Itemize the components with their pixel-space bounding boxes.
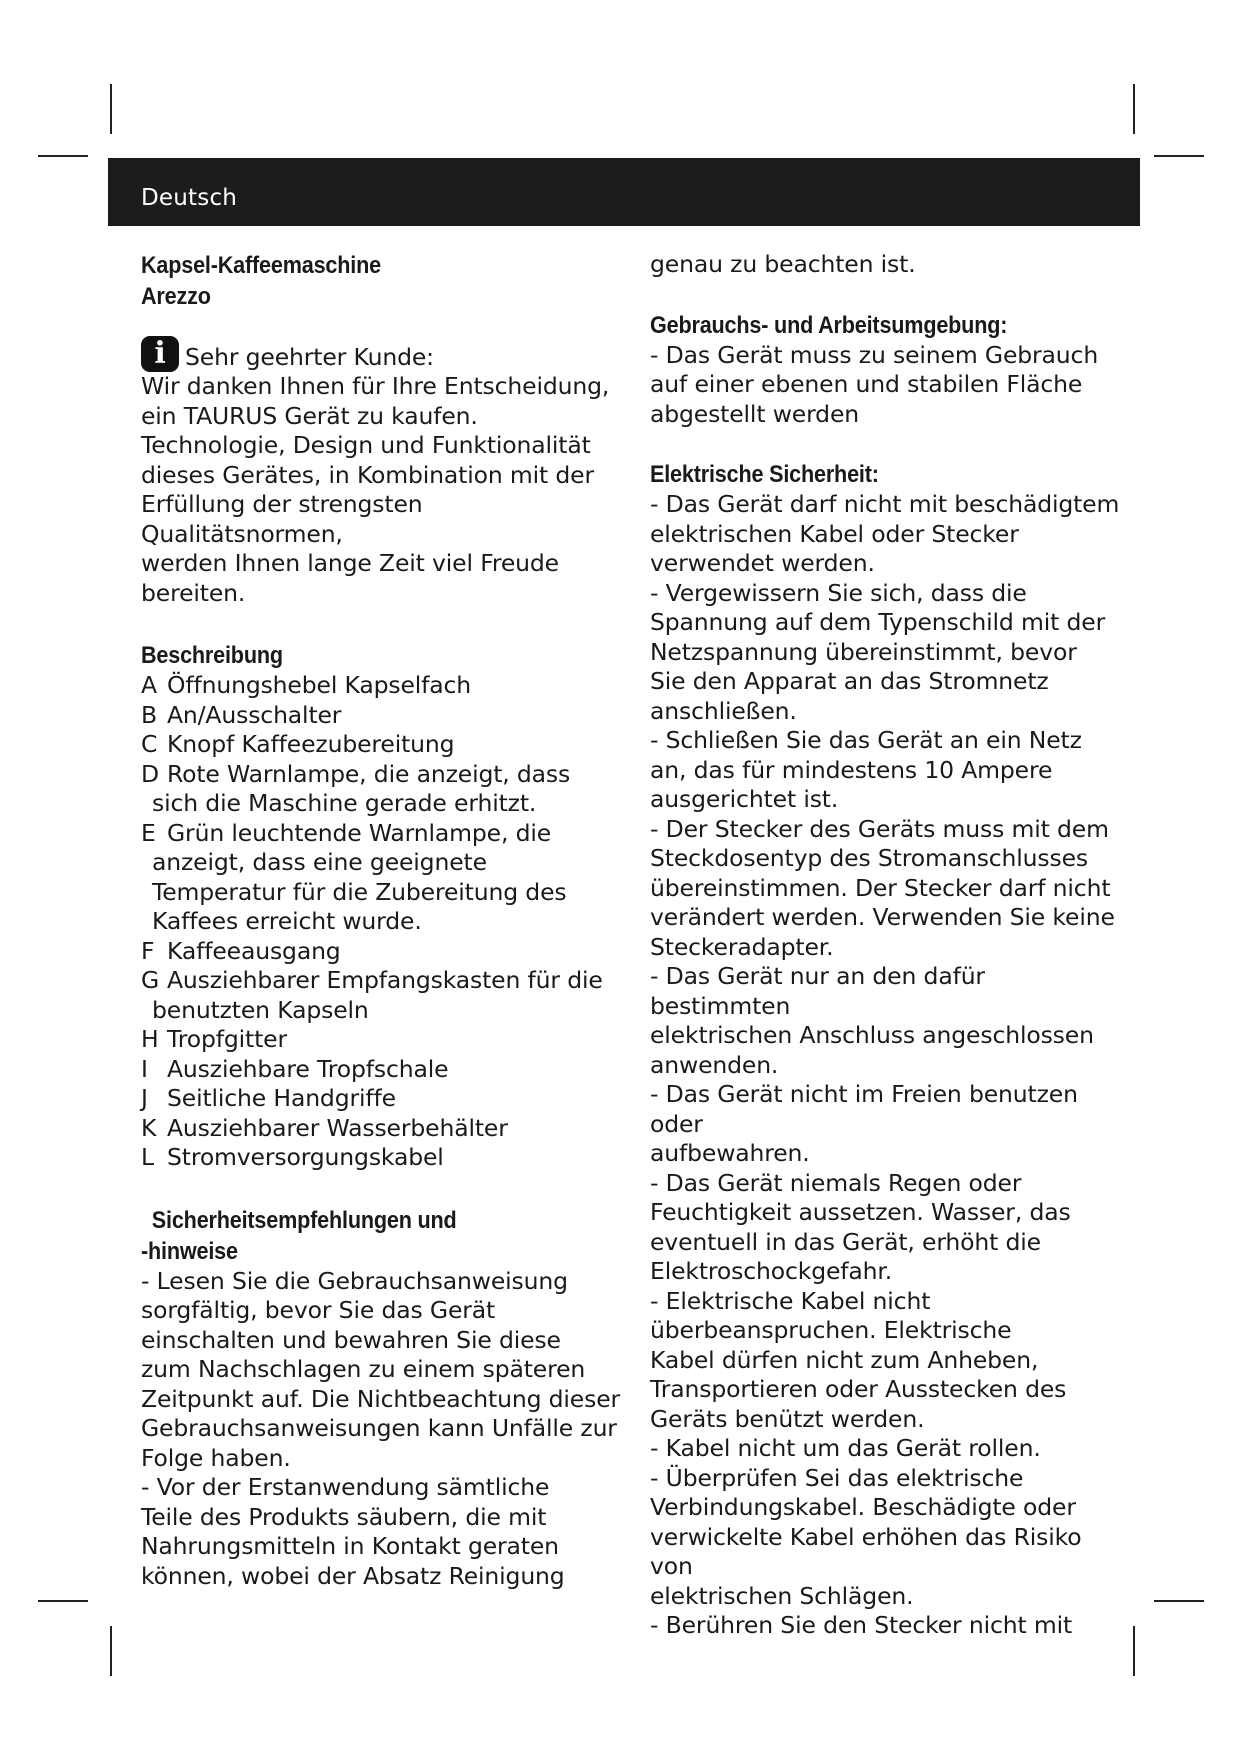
part-item	[141, 819, 631, 937]
crop-mark-bottom-left-horizontal	[38, 1600, 88, 1602]
environment-paragraph	[650, 341, 1130, 430]
part-item	[141, 730, 631, 760]
product-title-line-2: Arezzo	[141, 283, 211, 310]
electrical-line: Netzspannung übereinstimmt, bevor	[650, 637, 1077, 666]
safety-line: - Lesen Sie die Gebrauchsanweisung	[141, 1266, 568, 1295]
part-item	[141, 760, 631, 819]
electrical-line: Sie den Apparat an das Stromnetz	[650, 667, 1049, 695]
safety-line: sorgfältig, bevor Sie das Gerät	[141, 1296, 496, 1324]
electrical-line: - Das Gerät nur an den dafür bestimmten	[650, 962, 985, 1020]
electrical-line: - Das Gerät nicht im Freien benutzen oder	[650, 1080, 1078, 1138]
part-letter: K	[141, 1113, 157, 1142]
part-letter: G	[141, 966, 160, 994]
part-item	[141, 937, 631, 967]
intro-line: Wir danken Ihnen für Ihre Entscheidung,	[141, 372, 610, 400]
environment-line: auf einer ebenen und stabilen Fläche	[650, 370, 1083, 398]
electrical-line: - Überprüfen Sei das elektrische	[650, 1463, 1024, 1492]
electrical-line: - Kabel nicht um das Gerät rollen.	[650, 1434, 1041, 1462]
electrical-line: verwickelte Kabel erhöhen das Risiko von	[650, 1522, 1082, 1580]
greeting-text: Sehr geehrter Kunde:	[185, 342, 434, 371]
part-item	[141, 701, 631, 731]
electrical-line: - Elektrische Kabel nicht	[650, 1286, 931, 1315]
intro-line: Erfüllung der strengsten Qualitätsnormen,	[141, 490, 423, 548]
description-heading: Beschreibung	[141, 642, 283, 669]
part-letter: I	[141, 1054, 148, 1083]
electrical-line: anschließen.	[650, 696, 797, 725]
part-label: Ausziehbare Tropfschale	[167, 1054, 449, 1083]
part-label: Stromversorgungskabel	[167, 1143, 444, 1171]
electrical-line: überbeanspruchen. Elektrische	[650, 1316, 1012, 1344]
electrical-line: - Schließen Sie das Gerät an ein Netz	[650, 726, 1082, 754]
electrical-line: ausgerichtet ist.	[650, 785, 839, 813]
part-item	[141, 1084, 631, 1114]
crop-mark-top-left-horizontal	[38, 155, 88, 157]
safety-line: können, wobei der Absatz Reinigung	[141, 1561, 565, 1590]
part-label-continuation: Kaffees erreicht wurde.	[152, 907, 422, 935]
part-letter: E	[141, 818, 156, 847]
part-label-continuation: sich die Maschine gerade erhitzt.	[152, 789, 537, 817]
part-label: An/Ausschalter	[167, 700, 342, 729]
info-icon: i	[141, 336, 179, 372]
part-label: Grün leuchtende Warnlampe, die	[167, 818, 552, 847]
part-label: Kaffeeausgang	[167, 936, 341, 965]
crop-mark-top-right-vertical	[1133, 84, 1135, 134]
language-label: Deutsch	[141, 185, 238, 211]
electrical-line: Transportieren oder Ausstecken des	[650, 1375, 1067, 1403]
electrical-line: verwendet werden.	[650, 549, 875, 577]
part-label-continuation: anzeigt, dass eine geeignete	[152, 848, 487, 876]
electrical-line: elektrischen Kabel oder Stecker	[650, 519, 1019, 548]
electrical-line: - Das Gerät niemals Regen oder	[650, 1168, 1022, 1197]
electrical-paragraph	[650, 490, 1130, 1641]
electrical-line: - Der Stecker des Geräts muss mit dem	[650, 814, 1109, 843]
part-label: Öffnungshebel Kapselfach	[167, 671, 472, 699]
crop-mark-bottom-right-vertical	[1133, 1626, 1135, 1676]
part-item	[141, 1143, 631, 1173]
intro-line: dieses Gerätes, in Kombination mit der	[141, 460, 594, 489]
part-letter: C	[141, 730, 158, 758]
intro-paragraph	[141, 372, 631, 608]
electrical-line: - Berühren Sie den Stecker nicht mit	[650, 1611, 1073, 1639]
electrical-heading: Elektrische Sicherheit:	[650, 461, 879, 488]
electrical-line: übereinstimmen. Der Stecker darf nicht	[650, 873, 1111, 902]
environment-line: - Das Gerät muss zu seinem Gebrauch	[650, 340, 1099, 369]
electrical-line: Steckeradapter.	[650, 932, 834, 961]
language-header-bar	[108, 158, 1140, 226]
intro-line: ein TAURUS Gerät zu kaufen.	[141, 401, 478, 430]
safety-line: Zeitpunkt auf. Die Nichtbeachtung dieser	[141, 1384, 621, 1413]
intro-line: Technologie, Design und Funktionalität	[141, 431, 591, 459]
part-item	[141, 1025, 631, 1055]
product-title-line-1: Kapsel-Kaffeemaschine	[141, 252, 381, 279]
safety-paragraph	[141, 1267, 631, 1592]
safety-line: Teile des Produkts säubern, die mit	[141, 1502, 547, 1531]
safety-heading-line-1: Sicherheitsempfehlungen und	[151, 1206, 457, 1234]
electrical-line: Elektroschockgefahr.	[650, 1257, 893, 1285]
greeting-line	[141, 336, 631, 372]
part-letter: H	[141, 1025, 159, 1053]
electrical-line: Feuchtigkeit aussetzen. Wasser, das	[650, 1198, 1071, 1226]
right-column	[650, 250, 1130, 1641]
product-title	[141, 250, 582, 312]
part-letter: L	[141, 1143, 154, 1171]
part-label: Tropfgitter	[167, 1025, 287, 1053]
electrical-line: Geräts benützt werden.	[650, 1404, 925, 1433]
safety-heading	[141, 1205, 582, 1267]
safety-line: zum Nachschlagen zu einem späteren	[141, 1355, 586, 1383]
safety-line: Nahrungsmitteln in Kontakt geraten	[141, 1532, 559, 1560]
left-column	[141, 250, 631, 1591]
electrical-line: elektrischen Schlägen.	[650, 1581, 914, 1610]
part-item	[141, 966, 631, 1025]
part-label: Ausziehbarer Empfangskasten für die	[167, 966, 603, 994]
part-label: Ausziehbarer Wasserbehälter	[167, 1113, 508, 1142]
electrical-line: Steckdosentyp des Stromanschlusses	[650, 844, 1089, 872]
electrical-line: eventuell in das Gerät, erhöht die	[650, 1227, 1041, 1256]
crop-mark-bottom-left-vertical	[110, 1626, 112, 1676]
electrical-line: an, das für mindestens 10 Ampere	[650, 755, 1053, 784]
parts-list	[141, 671, 631, 1173]
crop-mark-bottom-right-horizontal	[1154, 1600, 1204, 1602]
part-label-continuation: Temperatur für die Zubereitung des	[152, 877, 567, 906]
part-letter: A	[141, 671, 157, 699]
part-letter: D	[141, 759, 159, 788]
environment-line: abgestellt werden	[650, 399, 859, 428]
continuation-line: genau zu beachten ist.	[650, 250, 916, 278]
part-item	[141, 1114, 631, 1144]
electrical-line: verändert werden. Verwenden Sie keine	[650, 903, 1115, 931]
part-letter: J	[141, 1084, 148, 1112]
safety-line: einschalten und bewahren Sie diese	[141, 1325, 561, 1354]
electrical-line: - Das Gerät darf nicht mit beschädigtem	[650, 490, 1120, 518]
part-letter: B	[141, 700, 157, 729]
safety-line: Gebrauchsanweisungen kann Unfälle zur	[141, 1414, 617, 1442]
intro-line: werden Ihnen lange Zeit viel Freude	[141, 549, 559, 577]
part-label: Rote Warnlampe, die anzeigt, dass	[167, 759, 571, 788]
electrical-line: elektrischen Anschluss angeschlossen	[650, 1021, 1094, 1049]
part-label: Seitliche Handgriffe	[167, 1084, 396, 1112]
safety-heading-line-2: -hinweise	[141, 1237, 238, 1265]
crop-mark-top-right-horizontal	[1154, 155, 1204, 157]
electrical-line: Spannung auf dem Typenschild mit der	[650, 608, 1106, 636]
part-letter: F	[141, 936, 155, 965]
crop-mark-top-left-vertical	[110, 84, 112, 134]
electrical-line: aufbewahren.	[650, 1139, 810, 1167]
electrical-line: - Vergewissern Sie sich, dass die	[650, 578, 1027, 607]
intro-line: bereiten.	[141, 578, 246, 607]
safety-line: Folge haben.	[141, 1443, 291, 1472]
part-item	[141, 671, 631, 701]
electrical-line: anwenden.	[650, 1050, 779, 1079]
part-label-continuation: benutzten Kapseln	[152, 995, 369, 1024]
safety-line: - Vor der Erstanwendung sämtliche	[141, 1473, 550, 1501]
electrical-line: Kabel dürfen nicht zum Anheben,	[650, 1345, 1039, 1374]
part-label: Knopf Kaffeezubereitung	[167, 730, 455, 758]
electrical-line: Verbindungskabel. Beschädigte oder	[650, 1493, 1076, 1521]
environment-heading: Gebrauchs- und Arbeitsumgebung:	[650, 311, 1008, 339]
part-item	[141, 1055, 631, 1085]
